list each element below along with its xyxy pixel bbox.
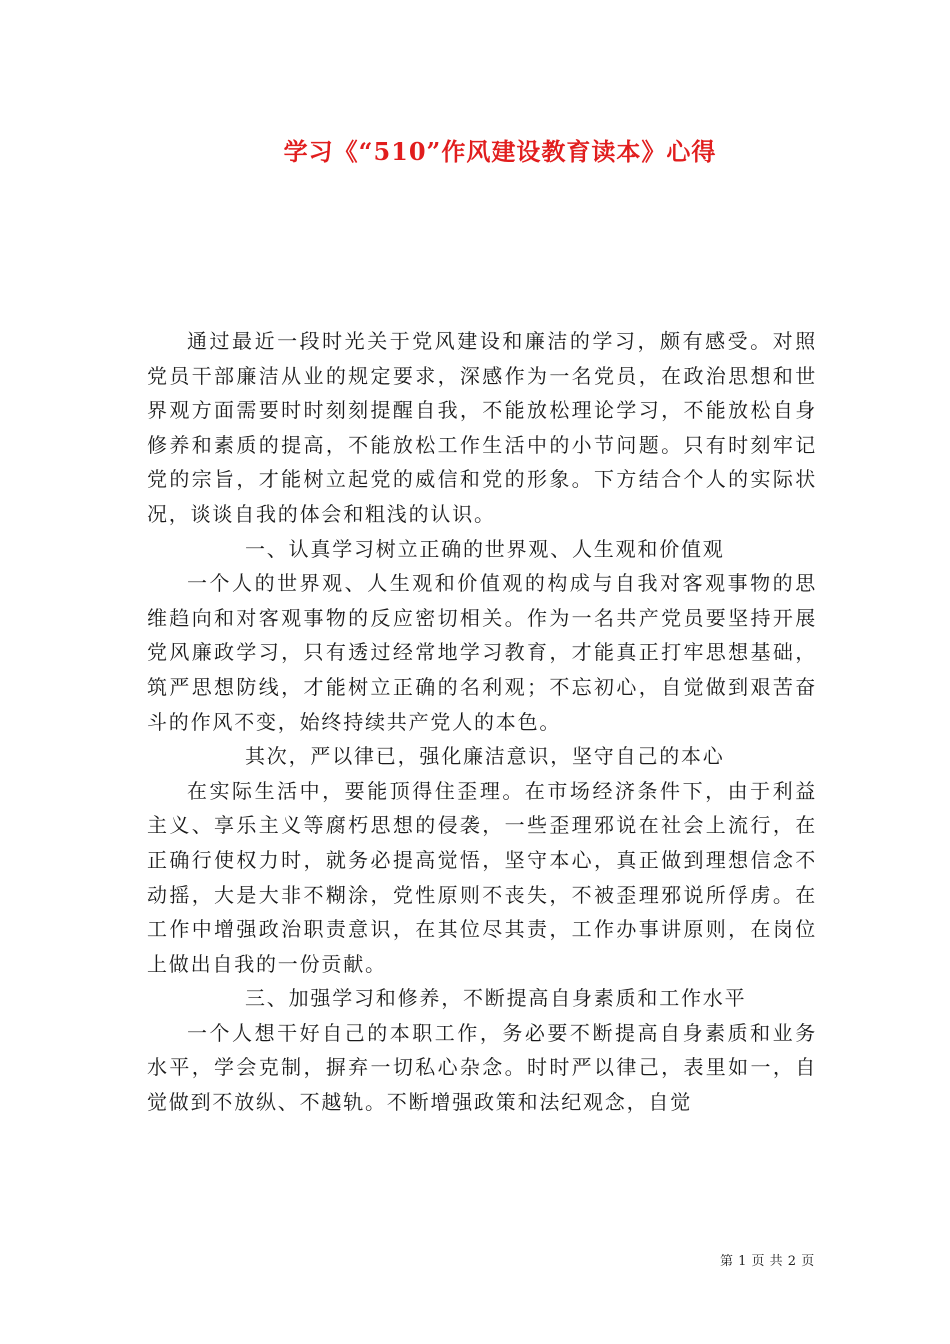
section-heading-3: 三、加强学习和修养，不断提高自身素质和工作水平 [245, 986, 747, 1011]
paragraph-section-2: 在实际生活中，要能顶得住歪理。在市场经济条件下，由于利益主义、享乐主义等腐朽思想的侵袭，一些歪理邪说在社会上流行，在正确行使权力时，就务必提高觉悟，坚守本心，真正做到理想信念不动摇，大是大非不糊涂，党性原则不丧失，不被歪理邪说所俘虏。在工作中增强政治职责意识，在其位尽其责，工作办事讲原则，在岗位上做出自我的一份贡献。 [147, 778, 817, 976]
paragraph-intro: 通过最近一段时光关于党风建设和廉洁的学习，颇有感受。对照党员干部廉洁从业的规定要求，深感作为一名党员，在政治思想和世界观方面需要时时刻刻提醒自我，不能放松理论学习，不能放松自身修养和素质的提高，不能放松工作生活中的小节问题。只有时刻牢记党的宗旨，才能树立起党的威信和党的形象。下方结合个人的实际状况，谈谈自我的体会和粗浅的认识。 [147, 329, 817, 526]
section-heading-1: 一、认真学习树立正确的世界观、人生观和价值观 [245, 536, 725, 561]
paragraph-section-3: 一个人想干好自己的本职工作，务必要不断提高自身素质和业务水平，学会克制，摒弃一切私心杂念。时时严以律己，表里如一，自觉做到不放纵、不越轨。不断增强政策和法纪观念，自觉 [147, 1020, 817, 1115]
page-title: 学习《“510”作风建设教育读本》心得 [283, 137, 717, 166]
section-heading-2: 其次，严以律已，强化廉洁意识，坚守自己的本心 [245, 744, 725, 769]
document-body [147, 324, 817, 1120]
paragraph-section-1: 一个人的世界观、人生观和价值观的构成与自我对客观事物的思维趋向和对客观事物的反应密切相关。作为一名共产党员要坚持开展党风廉政学习，只有透过经常地学习教育，才能真正打牢思想基础，筑严思想防线，才能树立正确的名利观；不忘初心，自觉做到艰苦奋斗的作风不变，始终持续共产党人的本色。 [147, 571, 817, 734]
page-number-footer: 第 1 页 共 2 页 [720, 1254, 815, 1269]
